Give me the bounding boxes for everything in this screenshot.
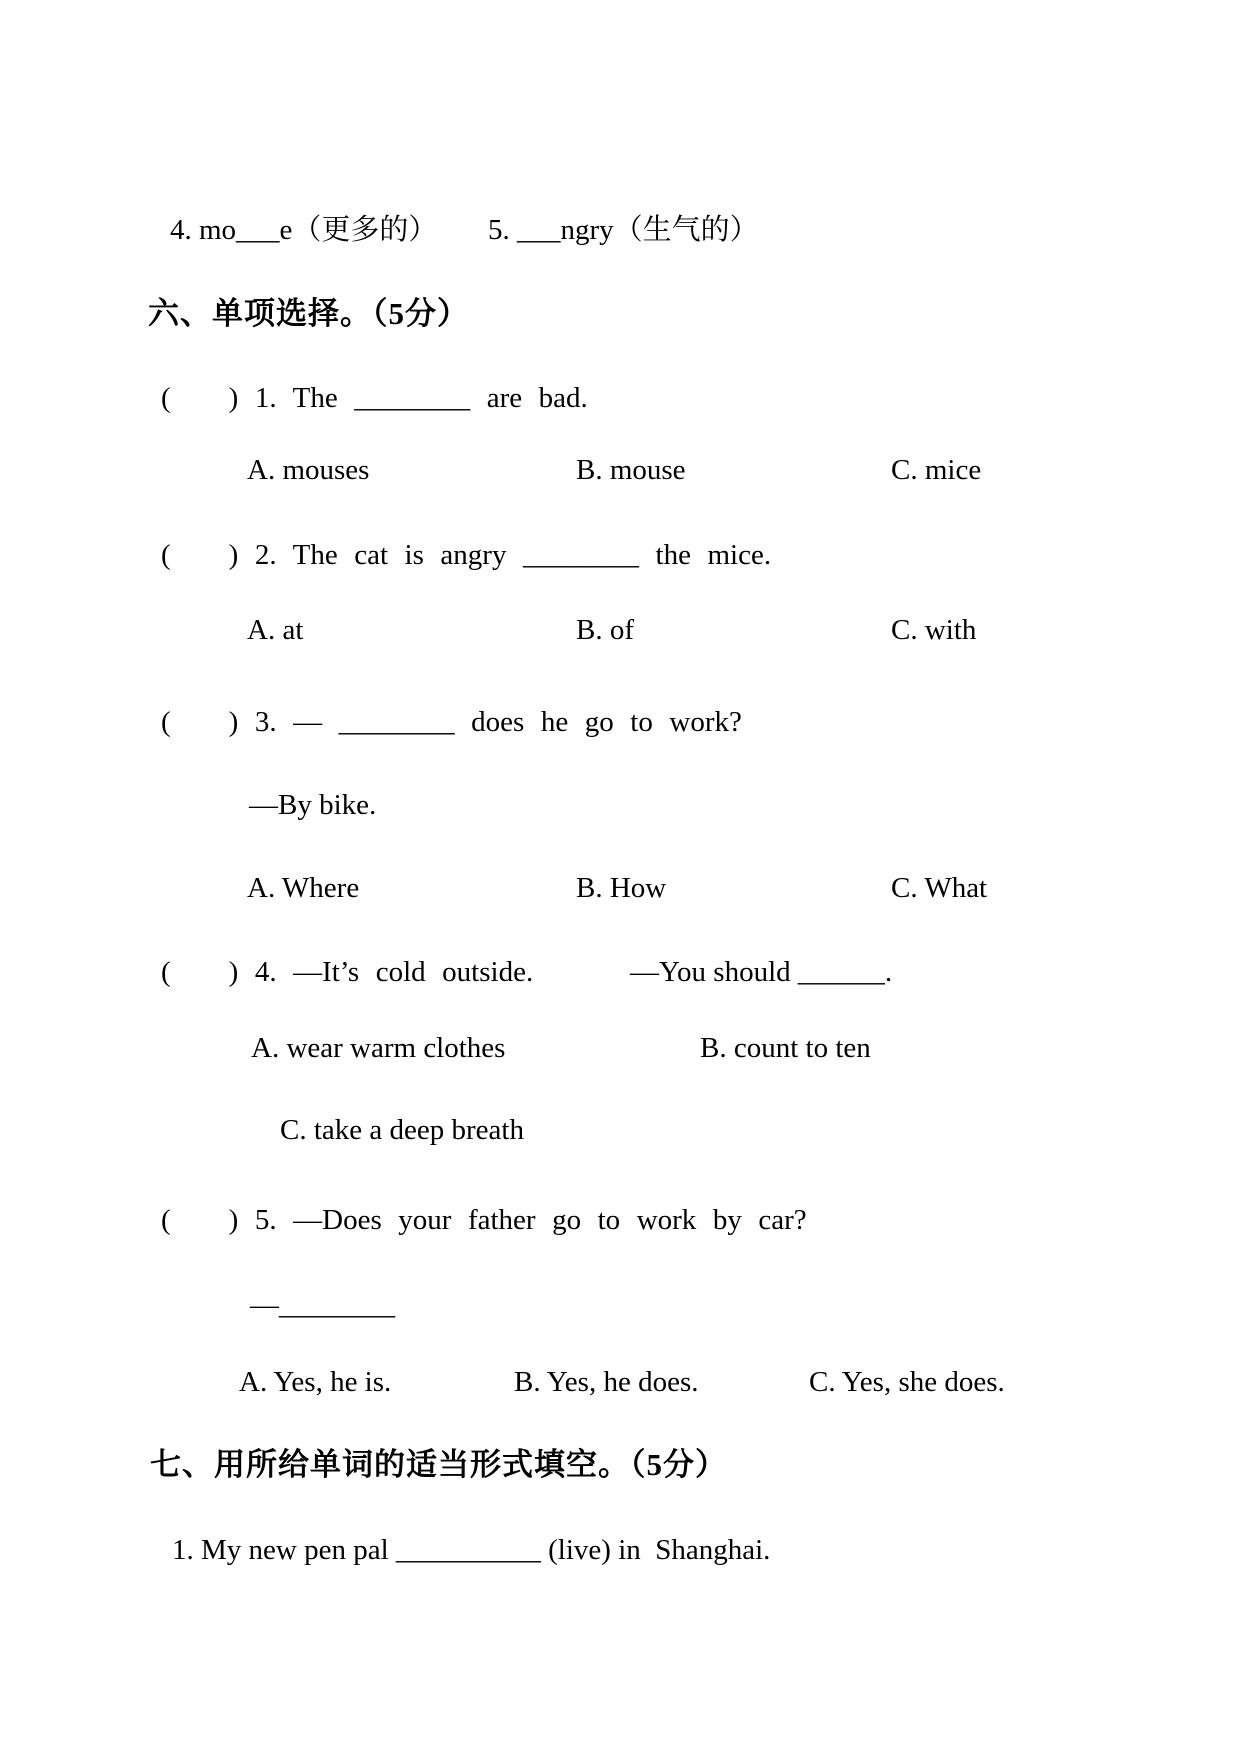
q3-option-c: C. What: [891, 872, 988, 904]
q2-option-a: A. at: [247, 614, 304, 646]
section-seven-item-1: 1. My new pen pal __________ (live) in Shanghai.: [172, 1534, 771, 1566]
vocab-item-5: 5. ___ngry（生气的）: [488, 214, 759, 246]
q2-option-b: B. of: [576, 614, 634, 646]
q2-option-c: C. with: [891, 614, 977, 646]
q3-option-a: A. Where: [247, 872, 360, 904]
section-six-heading: 六、单项选择。（5分）: [148, 296, 469, 331]
q2-stem: ( ) 2. The cat is angry ________ the mice.: [161, 539, 772, 571]
q4-option-b: B. count to ten: [700, 1032, 871, 1064]
q5-reply: —________: [250, 1289, 395, 1321]
q4-stem: ( ) 4. —It’s cold outside.: [161, 956, 534, 988]
q5-option-c: C. Yes, she does.: [809, 1366, 1005, 1398]
q4-option-a: A. wear warm clothes: [251, 1032, 506, 1064]
q5-option-b: B. Yes, he does.: [514, 1366, 699, 1398]
q5-stem: ( ) 5. —Does your father go to work by car?: [161, 1204, 807, 1236]
q1-option-b: B. mouse: [576, 454, 686, 486]
q3-reply: —By bike.: [249, 789, 377, 821]
q1-option-c: C. mice: [891, 454, 982, 486]
q1-option-a: A. mouses: [247, 454, 370, 486]
q3-option-b: B. How: [576, 872, 667, 904]
q5-option-a: A. Yes, he is.: [239, 1366, 392, 1398]
q3-stem: ( ) 3. — ________ does he go to work?: [161, 706, 742, 738]
q1-stem: ( ) 1. The ________ are bad.: [161, 382, 588, 414]
vocab-item-4: 4. mo___e（更多的）: [170, 214, 438, 246]
q4-stem-reply: —You should ______.: [630, 956, 893, 988]
q4-option-c: C. take a deep breath: [280, 1114, 524, 1146]
section-seven-heading: 七、用所给单词的适当形式填空。（5分）: [150, 1447, 727, 1482]
